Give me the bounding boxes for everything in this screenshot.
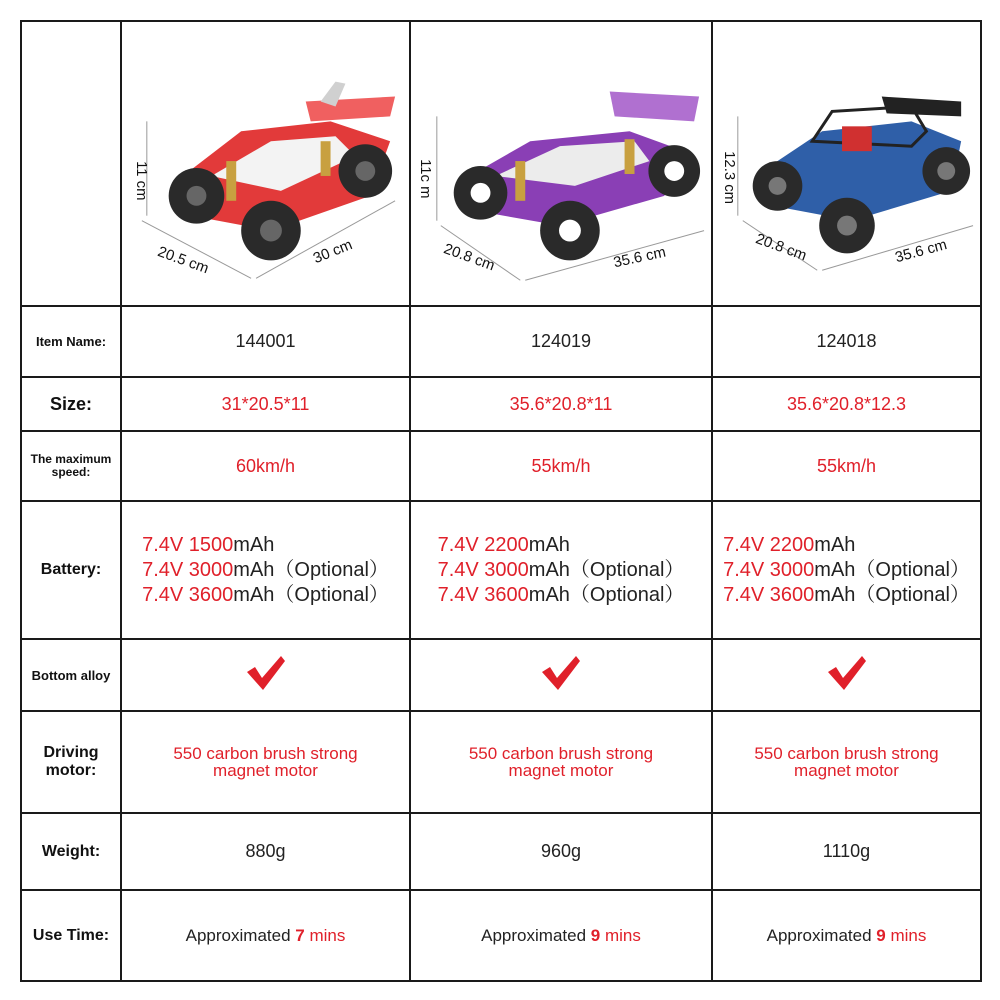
battery-spec: 7.4V 3000 (723, 558, 815, 581)
battery-unit: mAh (814, 583, 856, 606)
battery-spec: 7.4V 3600 (437, 583, 529, 606)
use-time-row (21, 890, 981, 981)
car-image-cell (410, 21, 712, 306)
weight-row (21, 813, 981, 890)
use-time-number: 7 (295, 925, 305, 945)
battery-spec: 7.4V 1500 (142, 533, 234, 556)
use-time-prefix: Approximated (481, 925, 591, 945)
motor-line: magnet motor (508, 761, 614, 781)
bottom-alloy-row (21, 639, 981, 711)
motor-value (712, 711, 981, 813)
motor-row (21, 711, 981, 813)
weight-label: Weight: (21, 813, 121, 890)
battery-note: （Optional） (569, 558, 685, 581)
use-time-value (121, 890, 410, 981)
battery-cell (410, 501, 712, 639)
max-speed-label-line1: The maximum (30, 452, 112, 467)
battery-note: （Optional） (855, 583, 970, 606)
battery-note: （Optional） (569, 583, 685, 606)
weight-value: 960g (410, 813, 712, 890)
battery-unit: mAh (528, 583, 570, 606)
length-dim-label: 35.6 cm (612, 244, 668, 272)
use-time-number: 9 (590, 925, 601, 945)
use-time-unit: mins (885, 925, 927, 945)
checkmark-icon (540, 654, 582, 692)
motor-line: magnet motor (794, 761, 899, 781)
motor-label (21, 711, 121, 813)
battery-unit: mAh (814, 558, 856, 581)
battery-cell (121, 501, 410, 639)
bottom-alloy-cell (712, 639, 981, 711)
car-image-cell (121, 21, 410, 306)
battery-spec: 7.4V 3000 (437, 558, 529, 581)
bottom-alloy-label: Bottom alloy (21, 639, 121, 711)
weight-value: 1110g (712, 813, 981, 890)
weight-value: 880g (121, 813, 410, 890)
width-dim-label: 20.8 cm (753, 231, 809, 265)
battery-unit: mAh (814, 533, 856, 556)
motor-label-line2: motor: (45, 762, 97, 780)
battery-option (723, 558, 970, 583)
size-value: 35.6*20.8*11 (410, 377, 712, 431)
height-dim-label: 11 cm (132, 161, 149, 201)
checkmark-icon (245, 654, 287, 692)
max-speed-value: 55km/h (712, 431, 981, 501)
use-time-prefix: Approximated (766, 925, 877, 945)
motor-line: 550 carbon brush strong (173, 744, 358, 764)
bottom-alloy-cell (121, 639, 410, 711)
item-name-value: 144001 (121, 306, 410, 377)
battery-option (438, 583, 685, 608)
battery-note: （Optional） (274, 583, 389, 606)
size-value: 31*20.5*11 (121, 377, 410, 431)
car-body (169, 82, 395, 261)
buggy-image (122, 22, 409, 305)
item-name-value: 124018 (712, 306, 981, 377)
car-image-cell (712, 21, 981, 306)
width-dim-label: 20.8 cm (441, 241, 497, 275)
battery-unit: mAh (528, 558, 570, 581)
item-name-label: Item Name: (21, 306, 121, 377)
width-dim-label: 20.5 cm (155, 244, 211, 278)
use-time-value (712, 890, 981, 981)
motor-value (410, 711, 712, 813)
battery-option (142, 558, 389, 583)
battery-spec: 7.4V 3600 (723, 583, 815, 606)
car-body (454, 92, 700, 261)
battery-list (142, 533, 389, 608)
length-dim-label: 30 cm (311, 237, 355, 268)
size-label: Size: (21, 377, 121, 431)
buggy-image (713, 22, 980, 305)
use-time-number: 9 (876, 925, 886, 945)
motor-label-line1: Driving (43, 744, 99, 762)
battery-option (438, 558, 685, 583)
use-time-value (410, 890, 712, 981)
battery-unit: mAh (233, 583, 275, 606)
battery-list (723, 533, 970, 608)
battery-unit: mAh (528, 533, 570, 556)
battery-note: （Optional） (274, 558, 389, 581)
height-dim-label: 11c m (416, 159, 433, 199)
max-speed-label-line2: speed: (51, 465, 91, 480)
max-speed-value: 60km/h (121, 431, 410, 501)
height-dim-label: 12.3 cm (720, 151, 737, 205)
size-value: 35.6*20.8*12.3 (712, 377, 981, 431)
bottom-alloy-cell (410, 639, 712, 711)
max-speed-row (21, 431, 981, 501)
battery-label: Battery: (21, 501, 121, 639)
battery-option (723, 533, 970, 558)
battery-option (723, 583, 970, 608)
use-time-prefix: Approximated (185, 925, 296, 945)
battery-list (438, 533, 685, 608)
use-time-unit: mins (304, 925, 346, 945)
item-name-value: 124019 (410, 306, 712, 377)
battery-option (438, 533, 685, 558)
motor-line: 550 carbon brush strong (754, 744, 939, 764)
car-body (753, 97, 970, 254)
battery-spec: 7.4V 2200 (723, 533, 815, 556)
length-dim-label: 35.6 cm (893, 237, 949, 267)
image-row (21, 21, 981, 306)
battery-unit: mAh (233, 558, 275, 581)
motor-line: magnet motor (213, 761, 318, 781)
buggy-image (411, 22, 711, 305)
comparison-table (20, 20, 982, 982)
battery-spec: 7.4V 3600 (142, 583, 234, 606)
use-time-unit: mins (600, 925, 641, 945)
battery-option (142, 583, 389, 608)
corner-cell (21, 21, 121, 306)
motor-value (121, 711, 410, 813)
checkmark-icon (826, 654, 868, 692)
battery-unit: mAh (233, 533, 275, 556)
max-speed-label (21, 431, 121, 501)
battery-option (142, 533, 389, 558)
motor-line: 550 carbon brush strong (468, 744, 654, 764)
battery-spec: 7.4V 2200 (437, 533, 529, 556)
battery-cell (712, 501, 981, 639)
battery-row (21, 501, 981, 639)
battery-spec: 7.4V 3000 (142, 558, 234, 581)
item-name-row (21, 306, 981, 377)
size-row (21, 377, 981, 431)
max-speed-value: 55km/h (410, 431, 712, 501)
use-time-label: Use Time: (21, 890, 121, 981)
battery-note: （Optional） (855, 558, 970, 581)
